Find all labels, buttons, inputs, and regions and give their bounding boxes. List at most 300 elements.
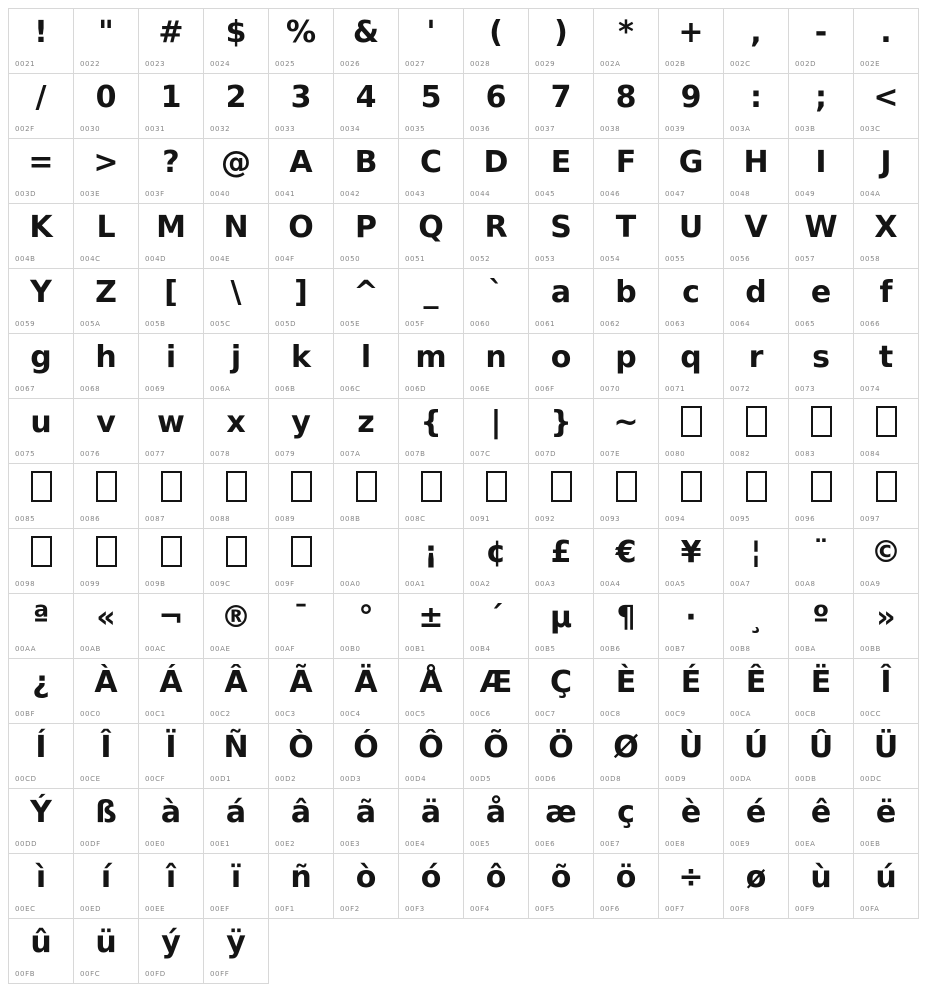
glyph-codepoint: 0040 (210, 190, 231, 198)
glyph-sample: « (96, 600, 116, 635)
glyph-cell[interactable] (204, 724, 269, 789)
glyph-cell[interactable] (789, 529, 854, 594)
glyph-codepoint: 003E (80, 190, 101, 198)
glyph-cell[interactable] (9, 269, 74, 334)
glyph-cell[interactable] (854, 659, 919, 724)
glyph-codepoint: 00A3 (535, 580, 556, 588)
glyph-cell[interactable] (204, 399, 269, 464)
glyph-cell[interactable] (139, 74, 204, 139)
glyph-cell[interactable] (529, 269, 594, 334)
glyph-map-grid (8, 8, 919, 984)
glyph-sample: Í (35, 730, 47, 765)
glyph-cell[interactable] (74, 269, 139, 334)
glyph-cell[interactable] (74, 789, 139, 854)
glyph-cell[interactable] (74, 74, 139, 139)
glyph-codepoint: 009C (210, 580, 231, 588)
glyph-cell[interactable] (9, 74, 74, 139)
glyph-cell[interactable] (464, 74, 529, 139)
glyph-cell[interactable] (659, 269, 724, 334)
glyph-cell[interactable] (9, 204, 74, 269)
glyph-sample: c (682, 275, 700, 310)
glyph-sample: ç (617, 795, 635, 830)
glyph-cell[interactable] (9, 789, 74, 854)
glyph-cell[interactable] (854, 594, 919, 659)
glyph-codepoint: 00A5 (665, 580, 686, 588)
glyph-cell[interactable] (724, 74, 789, 139)
glyph-cell[interactable] (659, 464, 724, 529)
glyph-sample: ¢ (485, 535, 507, 570)
glyph-cell[interactable] (139, 854, 204, 919)
glyph-codepoint: 00C9 (665, 710, 686, 718)
glyph-sample: b (615, 275, 637, 310)
glyph-cell[interactable] (594, 204, 659, 269)
glyph-cell[interactable] (74, 334, 139, 399)
glyph-sample: - (814, 15, 828, 50)
glyph-cell[interactable] (334, 464, 399, 529)
glyph-cell[interactable] (269, 789, 334, 854)
glyph-cell[interactable] (789, 789, 854, 854)
glyph-sample: ~ (613, 405, 639, 440)
glyph-sample: è (680, 795, 702, 830)
glyph-cell[interactable] (724, 594, 789, 659)
glyph-cell[interactable] (74, 659, 139, 724)
glyph-cell[interactable] (529, 334, 594, 399)
glyph-cell[interactable] (659, 334, 724, 399)
glyph-codepoint: 00D1 (210, 775, 232, 783)
glyph-cell[interactable] (594, 724, 659, 789)
glyph-sample: E (550, 145, 572, 180)
glyph-cell[interactable] (854, 464, 919, 529)
glyph-cell[interactable] (269, 529, 334, 594)
glyph-cell[interactable] (334, 139, 399, 204)
glyph-codepoint: 00B0 (340, 645, 361, 653)
glyph-cell[interactable] (854, 529, 919, 594)
glyph-codepoint: 0042 (340, 190, 361, 198)
glyph-cell[interactable] (334, 724, 399, 789)
glyph-cell[interactable] (659, 399, 724, 464)
glyph-cell[interactable] (139, 594, 204, 659)
glyph-cell[interactable] (74, 139, 139, 204)
glyph-sample: ê (810, 795, 832, 830)
glyph-sample: W (804, 210, 838, 245)
glyph-cell[interactable] (659, 139, 724, 204)
glyph-cell[interactable] (204, 789, 269, 854)
glyph-cell[interactable] (204, 529, 269, 594)
glyph-codepoint: 0087 (145, 515, 166, 523)
glyph-cell[interactable] (334, 74, 399, 139)
glyph-sample (74, 466, 138, 510)
glyph-codepoint: 0038 (600, 125, 621, 133)
glyph-codepoint: 00C6 (470, 710, 491, 718)
glyph-cell[interactable] (399, 334, 464, 399)
glyph-cell[interactable] (74, 9, 139, 74)
glyph-cell[interactable] (594, 464, 659, 529)
glyph-sample: z (357, 405, 375, 440)
glyph-cell[interactable] (724, 464, 789, 529)
glyph-cell[interactable] (659, 9, 724, 74)
glyph-cell[interactable] (139, 919, 204, 984)
glyph-cell[interactable] (399, 529, 464, 594)
glyph-cell[interactable] (529, 204, 594, 269)
glyph-codepoint: 0021 (15, 60, 36, 68)
glyph-cell[interactable] (854, 854, 919, 919)
glyph-codepoint: 003F (145, 190, 165, 198)
glyph-cell[interactable] (854, 334, 919, 399)
glyph-cell[interactable] (854, 204, 919, 269)
glyph-codepoint: 0058 (860, 255, 881, 263)
glyph-cell[interactable] (789, 594, 854, 659)
glyph-cell[interactable] (139, 659, 204, 724)
glyph-codepoint: 00E7 (600, 840, 621, 848)
glyph-sample: & (352, 15, 380, 50)
glyph-sample: À (94, 665, 118, 700)
glyph-cell[interactable] (399, 594, 464, 659)
glyph-cell[interactable] (854, 789, 919, 854)
glyph-codepoint: 0035 (405, 125, 426, 133)
glyph-codepoint: 00E6 (535, 840, 556, 848)
glyph-cell[interactable] (399, 464, 464, 529)
glyph-cell[interactable] (269, 594, 334, 659)
glyph-cell[interactable] (9, 139, 74, 204)
glyph-cell[interactable] (74, 594, 139, 659)
glyph-sample: © (871, 535, 901, 570)
glyph-cell[interactable] (334, 789, 399, 854)
glyph-cell[interactable] (594, 659, 659, 724)
glyph-cell[interactable] (659, 529, 724, 594)
glyph-cell[interactable] (269, 139, 334, 204)
glyph-cell[interactable] (464, 464, 529, 529)
glyph-cell[interactable] (139, 529, 204, 594)
glyph-cell[interactable] (464, 659, 529, 724)
glyph-sample: T (615, 210, 637, 245)
notdef-box-icon (876, 406, 897, 437)
glyph-sample: Ø (613, 730, 639, 765)
glyph-cell[interactable] (334, 529, 399, 594)
glyph-cell[interactable] (139, 399, 204, 464)
glyph-cell[interactable] (9, 464, 74, 529)
glyph-cell[interactable] (529, 594, 594, 659)
glyph-cell[interactable] (204, 9, 269, 74)
glyph-cell[interactable] (9, 854, 74, 919)
glyph-cell[interactable] (204, 269, 269, 334)
glyph-cell[interactable] (464, 724, 529, 789)
glyph-cell[interactable] (204, 464, 269, 529)
glyph-cell[interactable] (269, 269, 334, 334)
glyph-cell[interactable] (139, 204, 204, 269)
glyph-cell[interactable] (74, 529, 139, 594)
glyph-cell[interactable] (789, 854, 854, 919)
glyph-cell[interactable] (399, 9, 464, 74)
glyph-sample (789, 466, 853, 510)
glyph-cell[interactable] (139, 139, 204, 204)
glyph-sample: ö (615, 860, 637, 895)
glyph-cell[interactable] (9, 334, 74, 399)
glyph-cell[interactable] (789, 464, 854, 529)
glyph-cell[interactable] (464, 204, 529, 269)
glyph-sample: ò (355, 860, 377, 895)
glyph-cell[interactable] (659, 854, 724, 919)
glyph-cell[interactable] (789, 334, 854, 399)
glyph-sample (139, 531, 203, 575)
glyph-cell[interactable] (74, 854, 139, 919)
glyph-cell[interactable] (464, 594, 529, 659)
glyph-cell[interactable] (269, 854, 334, 919)
glyph-cell[interactable] (724, 139, 789, 204)
glyph-sample: ÷ (678, 860, 704, 895)
glyph-cell[interactable] (269, 399, 334, 464)
glyph-cell[interactable] (139, 464, 204, 529)
glyph-cell[interactable] (529, 659, 594, 724)
glyph-cell[interactable] (464, 139, 529, 204)
glyph-cell[interactable] (74, 724, 139, 789)
glyph-cell[interactable] (464, 269, 529, 334)
glyph-cell[interactable] (789, 724, 854, 789)
glyph-sample: 1 (160, 80, 182, 115)
glyph-cell[interactable] (269, 464, 334, 529)
glyph-cell[interactable] (399, 724, 464, 789)
glyph-cell[interactable] (724, 854, 789, 919)
glyph-codepoint: 00B8 (730, 645, 751, 653)
glyph-sample: t (878, 340, 894, 375)
glyph-sample: Ó (353, 730, 379, 765)
glyph-cell[interactable] (659, 594, 724, 659)
glyph-codepoint: 00FF (210, 970, 230, 978)
glyph-sample: ! (34, 15, 48, 50)
glyph-cell[interactable] (9, 594, 74, 659)
glyph-cell[interactable] (789, 74, 854, 139)
glyph-codepoint: 006C (340, 385, 361, 393)
glyph-cell[interactable] (724, 9, 789, 74)
notdef-box-icon (811, 406, 832, 437)
glyph-sample: ¯ (293, 600, 309, 635)
glyph-sample: Ç (549, 665, 573, 700)
glyph-cell[interactable] (139, 334, 204, 399)
glyph-cell[interactable] (204, 204, 269, 269)
glyph-codepoint: 004F (275, 255, 295, 263)
glyph-sample: n (485, 340, 507, 375)
glyph-cell[interactable] (399, 399, 464, 464)
glyph-sample: \ (230, 275, 242, 310)
glyph-cell[interactable] (74, 399, 139, 464)
glyph-cell[interactable] (74, 204, 139, 269)
glyph-cell[interactable] (659, 204, 724, 269)
glyph-cell[interactable] (334, 334, 399, 399)
glyph-cell[interactable] (724, 724, 789, 789)
glyph-cell[interactable] (334, 854, 399, 919)
glyph-cell[interactable] (269, 204, 334, 269)
glyph-cell[interactable] (529, 724, 594, 789)
glyph-cell[interactable] (789, 399, 854, 464)
glyph-cell[interactable] (854, 74, 919, 139)
glyph-cell[interactable] (334, 399, 399, 464)
glyph-cell[interactable] (789, 659, 854, 724)
glyph-cell[interactable] (724, 269, 789, 334)
notdef-box-icon (161, 536, 182, 567)
glyph-cell[interactable] (594, 139, 659, 204)
glyph-sample: K (29, 210, 53, 245)
notdef-box-icon (161, 471, 182, 502)
glyph-cell[interactable] (74, 919, 139, 984)
glyph-cell[interactable] (464, 854, 529, 919)
glyph-cell[interactable] (399, 269, 464, 334)
glyph-cell[interactable] (594, 9, 659, 74)
glyph-codepoint: 005E (340, 320, 361, 328)
glyph-cell[interactable] (529, 139, 594, 204)
glyph-cell[interactable] (529, 74, 594, 139)
glyph-cell[interactable] (9, 529, 74, 594)
glyph-cell[interactable] (594, 789, 659, 854)
glyph-cell[interactable] (854, 9, 919, 74)
glyph-codepoint: 003D (15, 190, 37, 198)
glyph-cell[interactable] (9, 919, 74, 984)
glyph-cell[interactable] (464, 529, 529, 594)
glyph-cell[interactable] (204, 334, 269, 399)
glyph-sample: P (355, 210, 377, 245)
glyph-cell[interactable] (854, 139, 919, 204)
glyph-cell[interactable] (334, 9, 399, 74)
glyph-cell[interactable] (269, 724, 334, 789)
glyph-codepoint: 002F (15, 125, 35, 133)
glyph-sample: ª (32, 600, 50, 635)
glyph-sample: ñ (290, 860, 312, 895)
glyph-cell[interactable] (334, 594, 399, 659)
glyph-sample: ÿ (226, 925, 246, 960)
glyph-cell[interactable] (529, 399, 594, 464)
glyph-cell[interactable] (399, 204, 464, 269)
glyph-sample: r (748, 340, 764, 375)
notdef-box-icon (746, 406, 767, 437)
glyph-sample (139, 466, 203, 510)
glyph-cell[interactable] (724, 399, 789, 464)
glyph-cell[interactable] (399, 659, 464, 724)
glyph-sample: Ë (810, 665, 832, 700)
glyph-codepoint: 0092 (535, 515, 556, 523)
glyph-cell[interactable] (464, 789, 529, 854)
glyph-cell[interactable] (594, 594, 659, 659)
glyph-cell[interactable] (399, 789, 464, 854)
glyph-cell[interactable] (9, 399, 74, 464)
glyph-sample: { (420, 405, 442, 440)
glyph-cell[interactable] (529, 789, 594, 854)
glyph-codepoint: 0039 (665, 125, 686, 133)
glyph-codepoint: 004B (15, 255, 36, 263)
glyph-codepoint: 002C (730, 60, 751, 68)
glyph-cell[interactable] (594, 854, 659, 919)
glyph-sample: ô (485, 860, 507, 895)
glyph-sample: È (615, 665, 637, 700)
glyph-cell[interactable] (9, 724, 74, 789)
glyph-cell[interactable] (9, 9, 74, 74)
glyph-codepoint: 0071 (665, 385, 686, 393)
glyph-cell[interactable] (854, 269, 919, 334)
glyph-cell[interactable] (399, 854, 464, 919)
glyph-cell[interactable] (724, 659, 789, 724)
glyph-sample: ´ (488, 600, 504, 635)
glyph-codepoint: 00A2 (470, 580, 491, 588)
glyph-cell[interactable] (659, 74, 724, 139)
glyph-cell[interactable] (204, 854, 269, 919)
glyph-cell[interactable] (594, 74, 659, 139)
glyph-cell[interactable] (724, 334, 789, 399)
glyph-codepoint: 00C2 (210, 710, 231, 718)
glyph-cell[interactable] (269, 9, 334, 74)
glyph-cell[interactable] (529, 464, 594, 529)
glyph-cell[interactable] (789, 139, 854, 204)
glyph-cell[interactable] (139, 789, 204, 854)
glyph-cell[interactable] (464, 399, 529, 464)
glyph-sample: ¿ (32, 665, 50, 700)
glyph-cell[interactable] (594, 399, 659, 464)
glyph-cell[interactable] (269, 334, 334, 399)
glyph-codepoint: 0082 (730, 450, 751, 458)
glyph-cell[interactable] (9, 659, 74, 724)
glyph-cell[interactable] (399, 139, 464, 204)
glyph-codepoint: 0094 (665, 515, 686, 523)
glyph-cell[interactable] (334, 204, 399, 269)
glyph-cell[interactable] (204, 74, 269, 139)
glyph-codepoint: 00EA (795, 840, 816, 848)
glyph-cell[interactable] (594, 529, 659, 594)
glyph-cell[interactable] (724, 204, 789, 269)
glyph-cell[interactable] (529, 854, 594, 919)
glyph-cell[interactable] (789, 204, 854, 269)
glyph-codepoint: 0077 (145, 450, 166, 458)
glyph-cell[interactable] (594, 334, 659, 399)
glyph-codepoint: 008B (340, 515, 361, 523)
glyph-sample: R (484, 210, 508, 245)
glyph-cell[interactable] (464, 334, 529, 399)
glyph-cell[interactable] (659, 659, 724, 724)
glyph-sample: ä (420, 795, 442, 830)
glyph-cell[interactable] (139, 724, 204, 789)
glyph-cell[interactable] (204, 139, 269, 204)
glyph-cell[interactable] (399, 74, 464, 139)
glyph-cell[interactable] (594, 269, 659, 334)
glyph-cell[interactable] (139, 269, 204, 334)
glyph-cell[interactable] (204, 919, 269, 984)
glyph-cell[interactable] (204, 594, 269, 659)
glyph-cell[interactable] (74, 464, 139, 529)
glyph-cell[interactable] (529, 529, 594, 594)
glyph-codepoint: 0057 (795, 255, 816, 263)
glyph-cell[interactable] (269, 659, 334, 724)
glyph-codepoint: 003B (795, 125, 816, 133)
glyph-codepoint: 00F4 (470, 905, 490, 913)
glyph-cell[interactable] (724, 789, 789, 854)
glyph-cell[interactable] (789, 9, 854, 74)
glyph-cell[interactable] (724, 529, 789, 594)
glyph-cell[interactable] (334, 269, 399, 334)
glyph-cell[interactable] (529, 9, 594, 74)
glyph-cell[interactable] (659, 789, 724, 854)
glyph-cell[interactable] (334, 659, 399, 724)
glyph-cell[interactable] (854, 724, 919, 789)
glyph-cell[interactable] (139, 9, 204, 74)
glyph-codepoint: 00FB (15, 970, 36, 978)
glyph-cell[interactable] (269, 74, 334, 139)
glyph-sample: 2 (225, 80, 247, 115)
glyph-cell[interactable] (204, 659, 269, 724)
glyph-sample: L (96, 210, 116, 245)
glyph-cell[interactable] (659, 724, 724, 789)
glyph-cell[interactable] (854, 399, 919, 464)
glyph-sample: ¬ (158, 600, 184, 635)
glyph-codepoint: 00B1 (405, 645, 426, 653)
glyph-cell[interactable] (464, 9, 529, 74)
glyph-codepoint: 00BF (15, 710, 36, 718)
glyph-cell[interactable] (789, 269, 854, 334)
glyph-codepoint: 00D4 (405, 775, 427, 783)
